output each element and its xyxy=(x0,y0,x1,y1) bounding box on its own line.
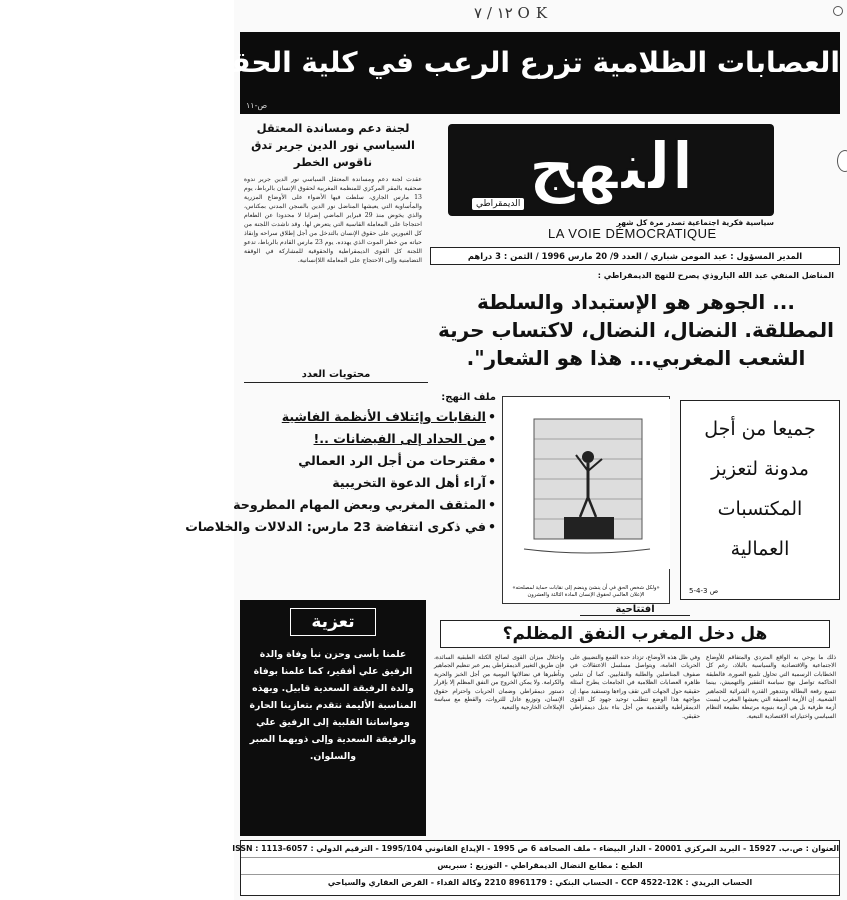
condolence-box xyxy=(240,600,426,836)
logo-wordmark: النهج xyxy=(528,128,694,205)
contents-item: • النقابات وإئتلاف الأنظمة الفاشية xyxy=(244,406,496,428)
logo-subtitle: الديمقراطي xyxy=(472,198,524,210)
interview-intro: المناضل المنفي عبد الله الباروذي يصرح للنهج الديمقراطي : xyxy=(597,271,834,280)
editorial-label: افتتاحية xyxy=(580,604,690,616)
support-committee-article xyxy=(240,118,426,366)
page-marker: ص-١١ xyxy=(246,101,268,110)
editorial-column: وفي ظل هذه الأوضاع، تزداد حدة القمع والتضييق على الحريات العامة، ويتواصل مسلسل الاعتقالات في صفوف المناضلين والطلبة والنقابيين. كما أن تنامي ظاهرة العصابات الظلامية في الجامعات يطرح أسئلة حقيقية حول الجهات التي تقف وراءها وتستفيد منها. إن مواجهة هذا الوضع تتطلب توحيد جهود كل القوى الديمقراطية والتقدمية من أجل بناء بديل ديمقراطي حقيقي. xyxy=(570,655,700,720)
masthead-latin-title: LA VOIE DÉMOCRATIQUE xyxy=(548,226,717,241)
editorial-title-box xyxy=(440,620,830,648)
issue-info-bar: المدير المسؤول : عبد المومن شباري / العدد 9/ 20 مارس 1996 / الثمن : 3 دراهم xyxy=(430,247,840,265)
contents-item: • مقترحات من أجل الرد العمالي xyxy=(244,450,496,472)
editorial-column: واختلال ميزان القوى لصالح الكتلة الطبقية السائدة، فإن طريق التغيير الديمقراطي يمر عبر تنظيم الجماهير وتأطيرها في نضالاتها اليومية من أجل الخبز والحرية والكرامة. ولا يمكن الخروج من النفق المظلم إلا بإقرار دستور ديمقراطي وضمان الحريات واحترام حقوق الإنسان، وتوزيع عادل للثروات، والقطع مع سياسة الإملاءات الخارجية والتبعية. xyxy=(434,655,564,712)
condolence-title: تعزية xyxy=(290,608,376,636)
editorial-body xyxy=(434,654,836,834)
editorial xyxy=(430,604,840,838)
contents-list xyxy=(185,392,496,588)
footer-accounts: الحساب البريدي : CCP 4522-12K - الحساب البنكي : 8961179 2210 وكالة الفداء - القرض العقاري والسياحي xyxy=(327,878,753,887)
article-body: عقدت لجنة دعم ومساندة المعتقل السياسي نور الدين جرير ندوة صحفية بالمقر المركزي للمنظمة المغربية لحقوق الإنسان بالرباط، يوم 13 مارس الجاري، سلطت فيها الأضواء على الأوضاع المزرية والمأساوية التي يعيشها المناضل نور الدين بالسجن المدني بمكناس، والذي يخوض منذ 29 فبراير الماضي إضرابا لا محدودا عن الطعام احتجاجا على المعاملة القاسية التي يتعرض لها. وقد ناشدت اللجنة من كل الغيورين على حقوق الإنسان بالتدخل من أجل إطلاق سراحه وإنقاذ حياته من خطر الموت الذي يهدده. يوم 23 مارس القادم بالرباط، تدعو اللجنة كل القوى الديمقراطية والحقوقية للمشاركة في الوقفة التضامنية وإلى الاحتجاج على المعاملة اللاإنسانية. xyxy=(244,176,422,264)
slogan-box xyxy=(680,400,840,600)
slogan-page-ref: ص 3-4-5 xyxy=(689,587,719,595)
main-headline: العصابات الظلامية تزرع الرعب في كلية الحقوق بالدار البيضاء xyxy=(0,46,840,79)
footer-printing: الطبع : مطابع النضال الديمقراطي - التوزيع : سبريس xyxy=(241,858,839,875)
punch-hole-mid xyxy=(837,150,847,172)
contents-item: • آراء أهل الدعوة التخريبية xyxy=(244,472,496,494)
contents-section-label: ملف النهج: xyxy=(441,392,496,403)
masthead xyxy=(448,124,774,242)
article-headline: لجنة دعم ومساندة المعتقل السياسي نور الدين جرير تدق ناقوس الخطر xyxy=(251,121,415,169)
masthead-tagline: سياسية فكرية اجتماعية تصدر مرة كل شهر xyxy=(616,218,774,227)
footer-address: العنوان : ص.ب. 15927 - البريد المركزي 20001 - الدار البيضاء - ملف الصحافة 6 ص 1995 - الإيداع القانوني 1995/104 - الترقيم الدولي : ISSN : 1113-6057 xyxy=(241,841,839,858)
cartoon-box xyxy=(502,396,670,604)
cartoon-illustration xyxy=(504,399,670,569)
contents-item: • في ذكرى انتفاضة 23 مارس: الدلالات والخلاصات xyxy=(244,516,496,538)
contents-item: • المثقف المغربي وبعض المهام المطروحة xyxy=(244,494,496,516)
newspaper-logo xyxy=(448,124,774,216)
slogan-text: جميعا من أجل مدونة لتعزيز المكتسبات العمالية xyxy=(704,418,816,560)
editorial-title: هل دخل المغرب النفق المظلم؟ xyxy=(502,624,768,644)
punch-hole-top xyxy=(833,6,843,16)
interview-quote: ... الجوهر هو الإستبداد والسلطة المطلقة. النضال، النضال، لاكتساب حرية الشعب المغربي... هذا هو الشعار". xyxy=(438,290,834,370)
condolence-text: علمنا بأسى وحزن نبأ وفاة والدة الرفيق علي أفقير، كما علمنا بوفاة والدة الرفيقة السعدية قابيل. وبهذه المناسبة الأليمة نتقدم بتعازينا الحارة ومواساتنا القلبية إلى الرفيق علي والرفيقة السعدية وإلى ذويهما الصبر والسلوان. xyxy=(249,649,417,762)
contents-title: محتويات العدد xyxy=(244,369,428,383)
publication-footer xyxy=(232,840,840,896)
contents-item: • من الحداد إلى الفيضانات ..! xyxy=(244,428,496,450)
editorial-column: ذلك ما يوحي به الواقع المتردي والمتفاقم للأوضاع الاجتماعية والاقتصادية والسياسية بالبلاد، رغم كل الخطابات الرسمية التي تحاول تلميع الصورة. فالطبقة الحاكمة تواصل نهج سياسة التفقير والتهميش، بينما تتسع رقعة البطالة وتتدهور القدرة الشرائية للجماهير الشعبية. إن الأزمة العميقة التي يعيشها المغرب ليست أزمة ظرفية بل هي أزمة بنيوية مرتبطة بطبيعة النظام السياسي واختياراته الاقتصادية التبعية. xyxy=(706,655,836,720)
handwritten-note: ١٢ / ٧ OK xyxy=(474,4,554,22)
headline-banner xyxy=(0,32,840,114)
cartoon-caption: «ولكل شخص الحق في أن ينشئ وينضم إلى نقابات حماية لمصلحته» الإعلان العالمي لحقوق الإنسان المادة الثالثة والعشرون xyxy=(512,585,660,598)
